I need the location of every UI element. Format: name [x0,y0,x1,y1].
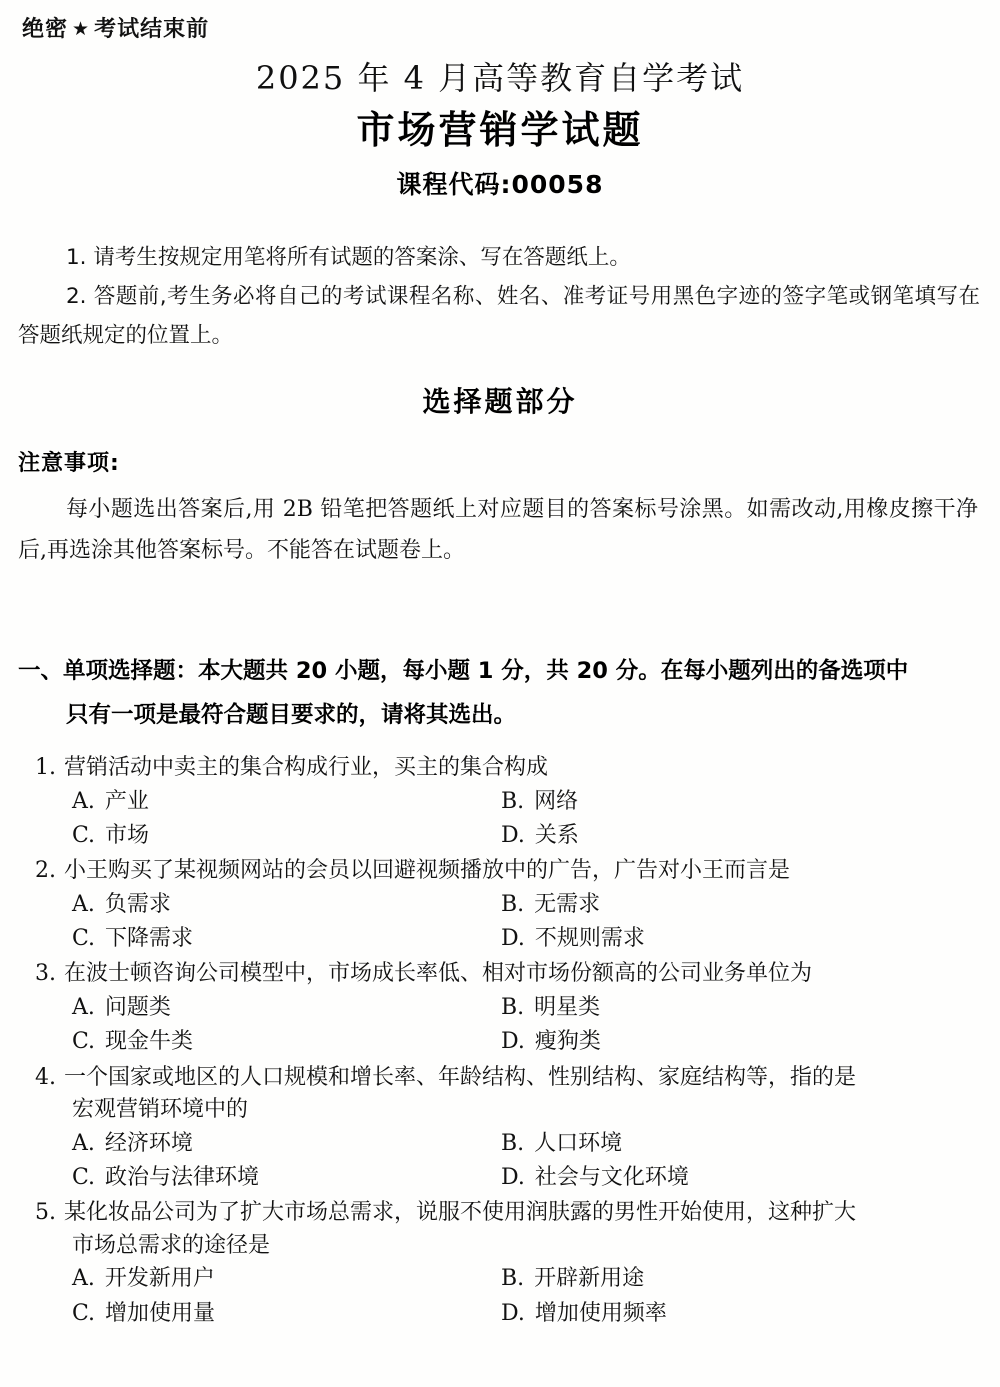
question-item [18,752,980,853]
option-letter: A. [72,994,95,1020]
secrecy-label-right: 考试结束前 [94,17,210,42]
secrecy-label-left: 绝密 [22,17,69,42]
option-label: 增加使用频率 [534,1300,667,1326]
option-d[interactable] [501,819,579,853]
option-label: 负需求 [104,891,171,917]
option-letter: B. [501,1130,525,1156]
option-letter: B. [501,891,525,917]
option-label: 现金牛类 [105,1029,194,1055]
question-list [18,752,980,1333]
question-text-continued: 宏观营销环境中的 [72,1097,249,1123]
question-stem [18,1062,980,1095]
option-label: 产业 [104,788,149,814]
option-label: 无需求 [534,891,601,917]
instructions-list [18,238,980,355]
question-number: 2. [35,858,56,884]
option-label: 瘦狗类 [534,1029,601,1055]
option-label: 开发新用户 [104,1266,215,1292]
option-label: 下降需求 [105,926,194,952]
option-letter: C. [72,1300,96,1326]
exam-title: 2025 年 4 月高等教育自学考试 [255,59,745,97]
option-label: 社会与文化环境 [534,1164,689,1190]
option-row [72,1161,980,1195]
notice-body: 每小题选出答案后,用 2B 铅笔把答题纸上对应题目的答案标号涂黑。如需改动,用橡皮擦干净后,再选涂其他答案标号。不能答在试题卷上。 [18,497,978,563]
question-text: 小王购买了某视频网站的会员以回避视频播放中的广告，广告对小王而言是 [64,858,791,884]
option-d[interactable] [501,1297,667,1331]
option-c[interactable] [72,922,501,956]
option-row [72,991,980,1025]
question-text: 一个国家或地区的人口规模和增长率、年龄结构、性别结构、家庭结构等，指的是 [64,1064,857,1090]
option-row [72,1127,980,1161]
option-letter: C. [72,926,96,952]
option-label: 政治与法律环境 [105,1164,260,1190]
option-d[interactable] [501,1025,601,1059]
option-letter: B. [501,788,525,814]
secrecy-header [22,12,209,43]
option-b[interactable] [501,1127,622,1161]
question-item [18,1197,980,1331]
course-code: 课程代码:00058 [396,170,604,200]
option-b[interactable] [501,888,600,922]
part-one-heading [18,650,970,738]
option-letter: B. [501,994,525,1020]
option-a[interactable] [72,1127,501,1161]
option-letter: B. [501,1266,525,1292]
question-stem [18,958,980,991]
question-text: 营销活动中卖主的集合构成行业，买主的集合构成 [64,755,549,780]
section-heading: 选择题部分 [422,385,578,418]
question-options [18,1262,980,1331]
option-label: 问题类 [104,994,171,1020]
option-letter: D. [501,926,525,952]
option-b[interactable] [501,991,600,1025]
question-options [18,991,980,1060]
option-a[interactable] [72,991,501,1025]
option-label: 增加使用量 [105,1300,216,1326]
question-stem [18,855,980,888]
option-letter: C. [72,1164,96,1190]
question-number: 4. [35,1064,56,1090]
option-label: 网络 [534,788,579,814]
instruction-item: 2. 答题前,考生务必将自己的考试课程名称、姓名、准考证号用黑色字迹的签字笔或钢笔填写在答题纸规定的位置上。 [18,284,980,349]
question-options [18,888,980,957]
option-letter: C. [72,1029,96,1055]
option-c[interactable] [72,1161,501,1195]
option-row [72,922,980,956]
question-number: 3. [35,961,56,987]
question-options [18,1127,980,1196]
option-b[interactable] [501,1262,644,1296]
option-label: 明星类 [534,994,601,1020]
question-number: 5. [35,1200,56,1226]
page-title: 市场营销学试题 [356,108,644,152]
option-label: 开辟新用途 [534,1266,645,1292]
instruction-item: 1. 请考生按规定用笔将所有试题的答案涂、写在答题纸上。 [66,245,631,270]
option-letter: D. [501,1164,525,1190]
question-text: 在波士顿咨询公司模型中，市场成长率低、相对市场份额高的公司业务单位为 [64,961,813,987]
option-row [72,819,980,853]
option-a[interactable] [72,1262,501,1296]
part-one-heading-line1: 一、单项选择题：本大题共 20 小题，每小题 1 分，共 20 分。在每小题列出的备选项中 [18,658,909,684]
option-row [72,1025,980,1059]
option-letter: D. [501,822,525,848]
question-item [18,958,980,1059]
question-item [18,855,980,956]
question-stem [18,1197,980,1230]
option-row [72,1297,980,1331]
option-d[interactable] [501,1161,689,1195]
option-d[interactable] [501,922,645,956]
option-row [72,785,980,819]
option-a[interactable] [72,888,501,922]
question-item [18,1062,980,1196]
question-text: 某化妆品公司为了扩大市场总需求，说服不使用润肤露的男性开始使用，这种扩大 [64,1200,857,1226]
option-label: 市场 [105,822,150,848]
option-c[interactable] [72,819,501,853]
question-text-continued: 市场总需求的途径是 [72,1232,271,1258]
option-label: 经济环境 [104,1130,193,1156]
question-options [18,785,980,854]
option-c[interactable] [72,1297,501,1331]
option-letter: D. [501,1300,525,1326]
option-letter: C. [72,822,96,848]
option-letter: A. [72,1130,95,1156]
option-letter: A. [72,891,95,917]
title-block [0,58,1000,201]
notice-label: 注意事项: [18,451,120,476]
option-c[interactable] [72,1025,501,1059]
option-label: 人口环境 [534,1130,623,1156]
option-label: 关系 [534,822,579,848]
option-letter: D. [501,1029,525,1055]
option-a[interactable] [72,785,501,819]
question-stem [18,752,980,785]
option-letter: A. [72,788,95,814]
option-row [72,1262,980,1296]
star-icon: ★ [72,18,91,40]
option-b[interactable] [501,785,578,819]
option-row [72,888,980,922]
option-label: 不规则需求 [534,926,645,952]
question-number: 1. [35,755,56,780]
part-one-heading-line2: 只有一项是最符合题目要求的，请将其选出。 [66,701,517,728]
option-letter: A. [72,1266,95,1292]
